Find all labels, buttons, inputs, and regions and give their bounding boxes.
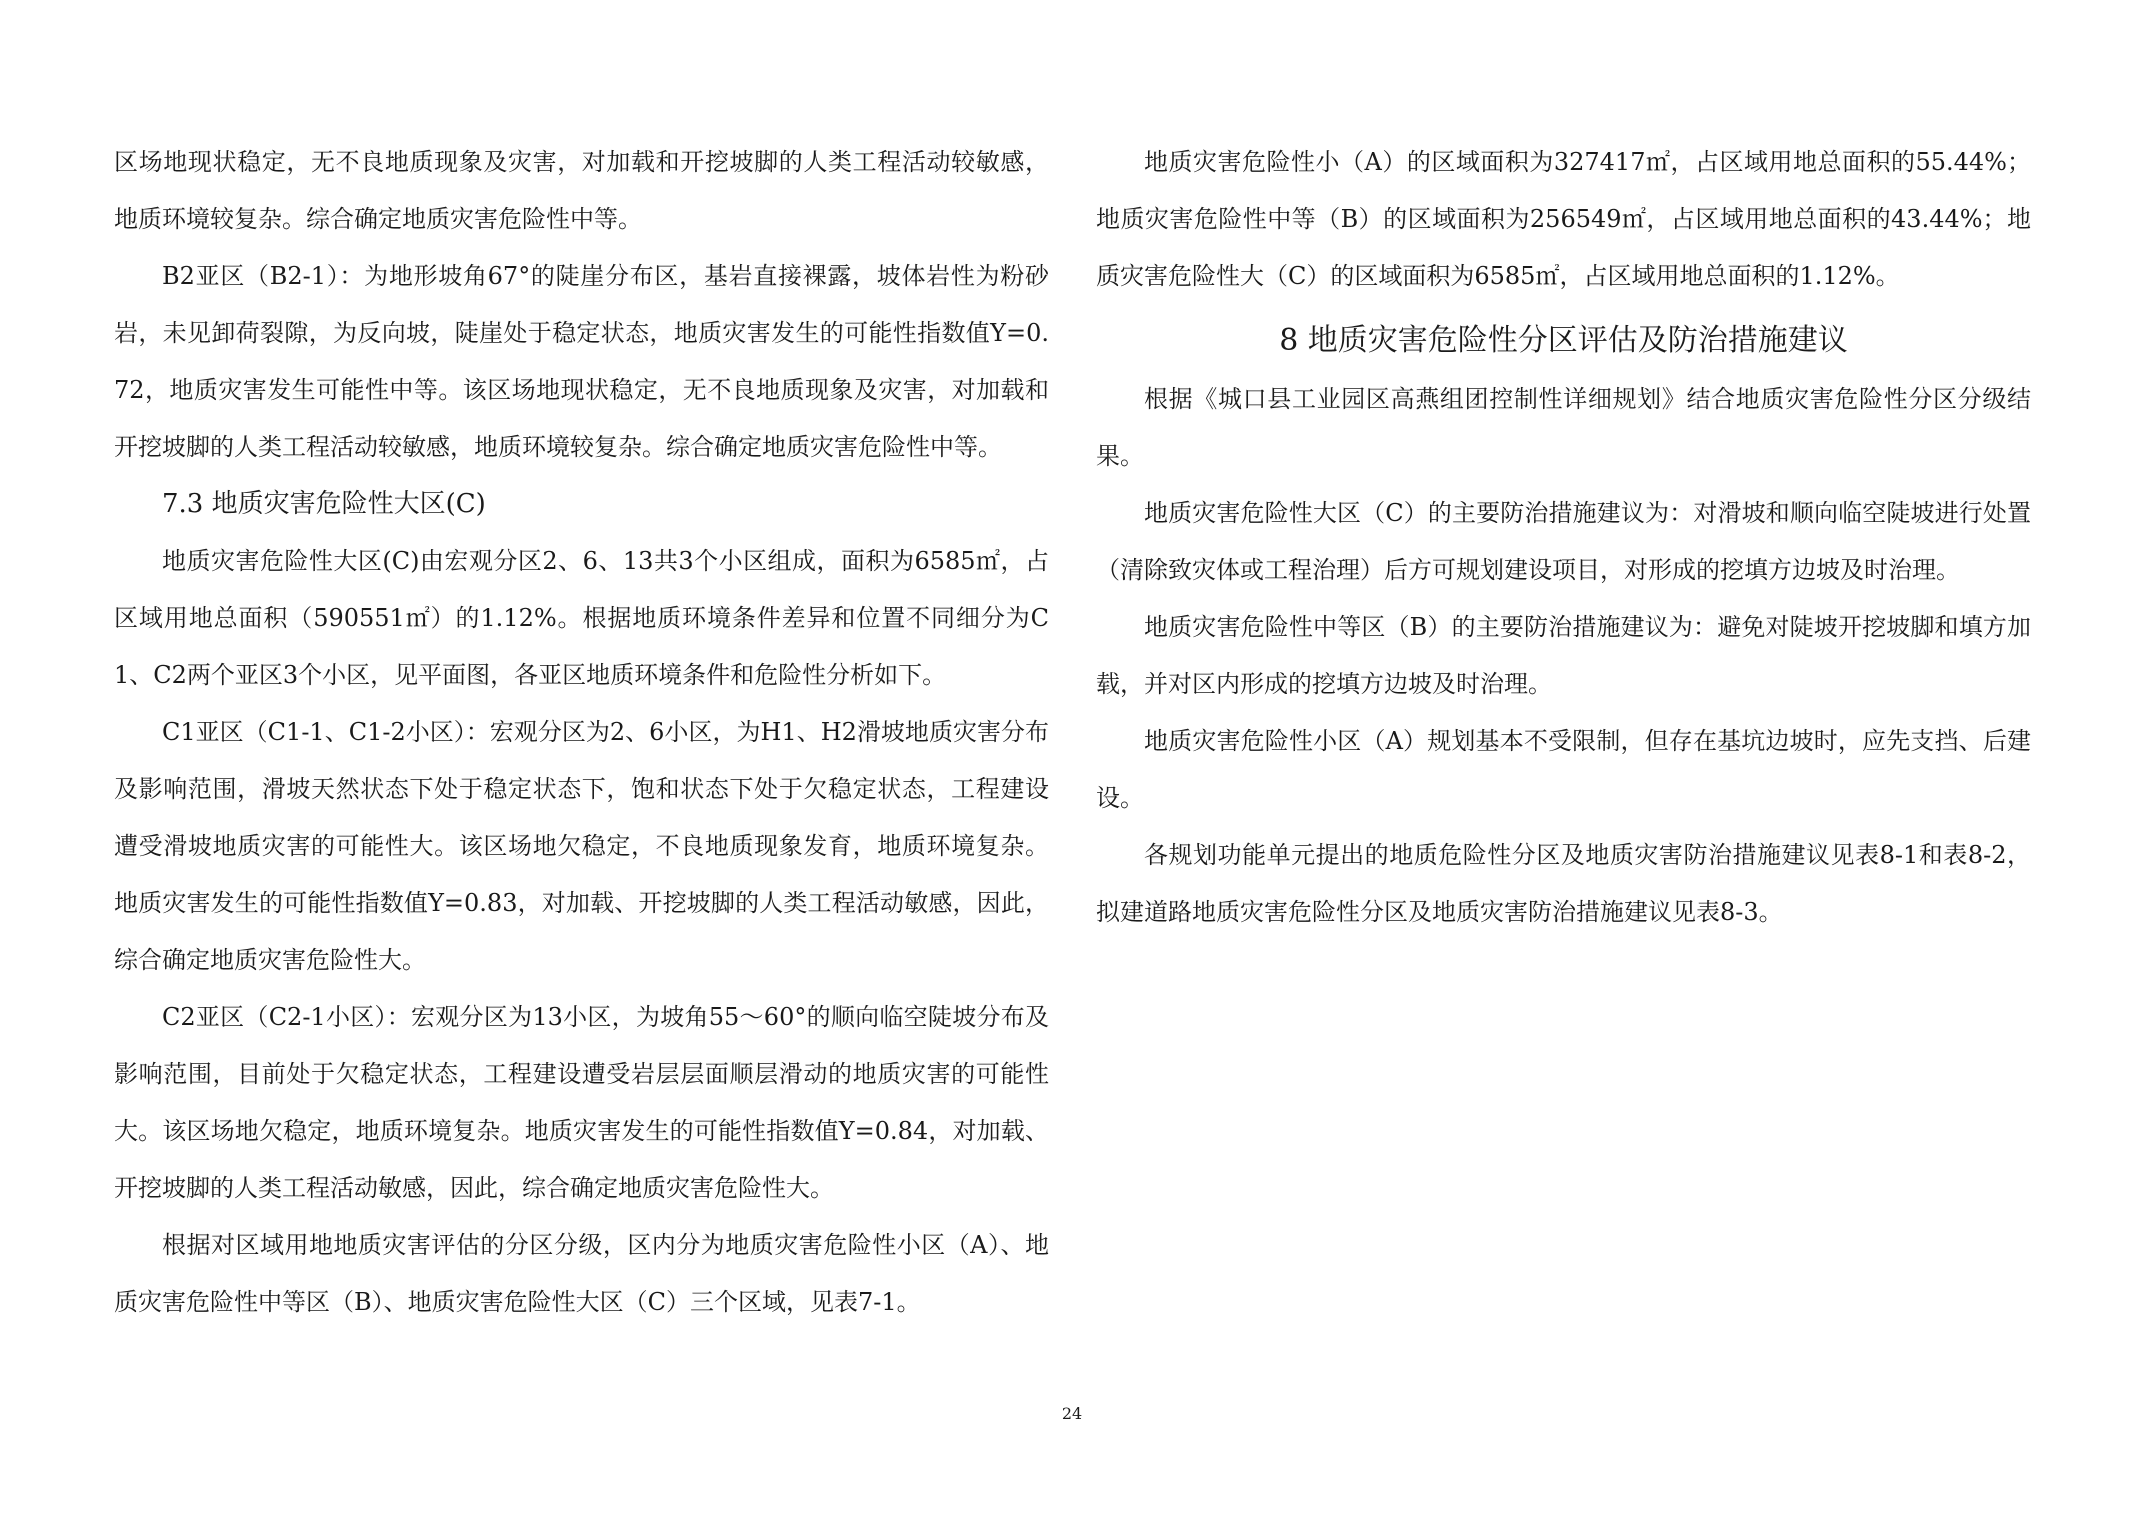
section-heading-8: 8 地质灾害危险性分区评估及防治措施建议 bbox=[1279, 323, 1848, 358]
paragraph-c2-subzone: C2亚区（C2-1小区）：宏观分区为13小区，为坡角55～60°的顺向临空陡坡分布及影响范围，目前处于欠稳定状态，工程建设遭受岩层层面顺层滑动的地质灾害的可能性大。该区场地欠稳定，地质环境复杂。地质灾害发生的可能性指数值Y=0.84，对加载、开挖坡脚的人类工程活动敏感，因此，综合确定地质灾害危险性大。 bbox=[114, 1003, 1049, 1202]
right-column bbox=[1096, 134, 2031, 941]
paragraph-table-references: 各规划功能单元提出的地质危险性分区及地质灾害防治措施建议见表8-1和表8-2，拟建道路地质灾害危险性分区及地质灾害防治措施建议见表8-3。 bbox=[1096, 841, 2031, 926]
left-column bbox=[114, 134, 1049, 1331]
paragraph-planning-basis: 根据《城口县工业园区高燕组团控制性详细规划》结合地质灾害危险性分区分级结果。 bbox=[1096, 385, 2031, 470]
paragraph-b-zone-conclusion: 区场地现状稳定，无不良地质现象及灾害，对加载和开挖坡脚的人类工程活动较敏感，地质环境较复杂。综合确定地质灾害危险性中等。 bbox=[114, 148, 1049, 233]
paragraph-b2-subzone: B2亚区（B2-1）：为地形坡角67°的陡崖分布区，基岩直接裸露，坡体岩性为粉砂岩，未见卸荷裂隙，为反向坡，陡崖处于稳定状态，地质灾害发生的可能性指数值Y=0.72，地质灾害发生可能性中等。该区场地现状稳定，无不良地质现象及灾害，对加载和开挖坡脚的人类工程活动较敏感，地质环境较复杂。综合确定地质灾害危险性中等。 bbox=[114, 262, 1049, 461]
paragraph-c-zone-measures: 地质灾害危险性大区（C）的主要防治措施建议为：对滑坡和顺向临空陡坡进行处置（清除致灾体或工程治理）后方可规划建设项目，对形成的挖填方边坡及时治理。 bbox=[1096, 499, 2031, 584]
paragraph-b-zone-measures: 地质灾害危险性中等区（B）的主要防治措施建议为：避免对陡坡开挖坡脚和填方加载，并对区内形成的挖填方边坡及时治理。 bbox=[1096, 613, 2031, 698]
paragraph-zoning-summary: 根据对区域用地地质灾害评估的分区分级，区内分为地质灾害危险性小区（A）、地质灾害危险性中等区（B）、地质灾害危险性大区（C）三个区域，见表7-1。 bbox=[114, 1231, 1049, 1316]
paragraph-a-zone-measures: 地质灾害危险性小区（A）规划基本不受限制，但存在基坑边坡时，应先支挡、后建设。 bbox=[1096, 727, 2031, 812]
section-heading-7-3: 7.3 地质灾害危险性大区(C) bbox=[162, 489, 486, 519]
paragraph-area-statistics: 地质灾害危险性小（A）的区域面积为327417㎡，占区域用地总面积的55.44%；地质灾害危险性中等（B）的区域面积为256549㎡，占区域用地总面积的43.44%；地质灾害危险性大（C）的区域面积为6585㎡，占区域用地总面积的1.12%。 bbox=[1096, 148, 2031, 290]
paragraph-c1-subzone: C1亚区（C1-1、C1-2小区）：宏观分区为2、6小区，为H1、H2滑坡地质灾害分布及影响范围，滑坡天然状态下处于稳定状态下，饱和状态下处于欠稳定状态，工程建设遭受滑坡地质灾害的可能性大。该区场地欠稳定，不良地质现象发育，地质环境复杂。地质灾害发生的可能性指数值Y=0.83，对加载、开挖坡脚的人类工程活动敏感，因此，综合确定地质灾害危险性大。 bbox=[114, 718, 1049, 974]
page-number: 24 bbox=[1061, 1404, 1083, 1423]
paragraph-c-zone-overview: 地质灾害危险性大区(C)由宏观分区2、6、13共3个小区组成，面积为6585㎡，占区域用地总面积（590551㎡）的1.12%。根据地质环境条件差异和位置不同细分为C1、C2两个亚区3个小区，见平面图，各亚区地质环境条件和危险性分析如下。 bbox=[114, 547, 1049, 689]
